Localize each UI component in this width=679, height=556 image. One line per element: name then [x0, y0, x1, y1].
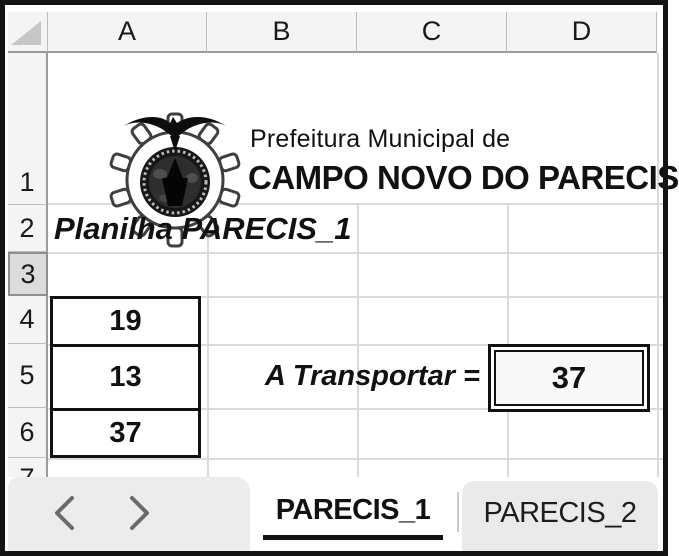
cell-a2-sheet-title[interactable]: Planilha PARECIS_1: [54, 211, 352, 246]
sheet-tab-parecis-1-active[interactable]: [250, 477, 456, 548]
gridline-col-b-c: [357, 205, 359, 477]
select-all-corner[interactable]: [8, 12, 48, 53]
chevron-right-icon[interactable]: [132, 498, 147, 528]
row-header-4[interactable]: 4: [8, 296, 48, 344]
column-header-b[interactable]: B: [207, 12, 357, 53]
column-header-d[interactable]: D: [507, 12, 657, 53]
sheet-tab-parecis-2[interactable]: [462, 481, 658, 551]
input-cells-a4-a6: [50, 296, 201, 458]
row-header-7[interactable]: [8, 458, 48, 477]
sheet-nav-chevrons: [36, 493, 168, 533]
chevron-left-icon[interactable]: [57, 498, 72, 528]
gridline-row-6-7: [48, 458, 663, 460]
cell-a6[interactable]: 37: [109, 417, 142, 449]
column-header-a[interactable]: A: [48, 12, 207, 53]
row-header-3-selected[interactable]: 3: [8, 252, 48, 296]
letterhead-line2: CAMPO NOVO DO PARECIS: [248, 159, 679, 196]
cell-d5-transport-value[interactable]: 37: [488, 344, 650, 412]
letterhead-line1: Prefeitura Municipal de: [250, 125, 511, 153]
sheet-tab-label: PARECIS_2: [483, 497, 637, 529]
column-header-c[interactable]: C: [357, 12, 507, 53]
tab-divider: [457, 492, 459, 532]
sheet-nav-panel: [8, 477, 250, 551]
cell-a4[interactable]: 19: [53, 299, 198, 347]
gridline-col-c-d: [507, 205, 509, 477]
cell-a1-letterhead[interactable]: [48, 55, 679, 203]
row-header-5[interactable]: 5: [8, 344, 48, 408]
row-header-1[interactable]: 1: [8, 53, 48, 205]
active-tab-underline: [263, 535, 443, 540]
sheet-tab-label: PARECIS_1: [275, 494, 431, 526]
row-header-6[interactable]: 6: [8, 408, 48, 458]
gridline-row-2-3: [48, 252, 663, 254]
cell-b5-transport-label[interactable]: A Transportar =: [264, 360, 480, 392]
row-header-2[interactable]: 2: [8, 205, 48, 252]
cell-a5[interactable]: 13: [53, 347, 198, 411]
select-all-triangle-icon: [11, 21, 42, 46]
